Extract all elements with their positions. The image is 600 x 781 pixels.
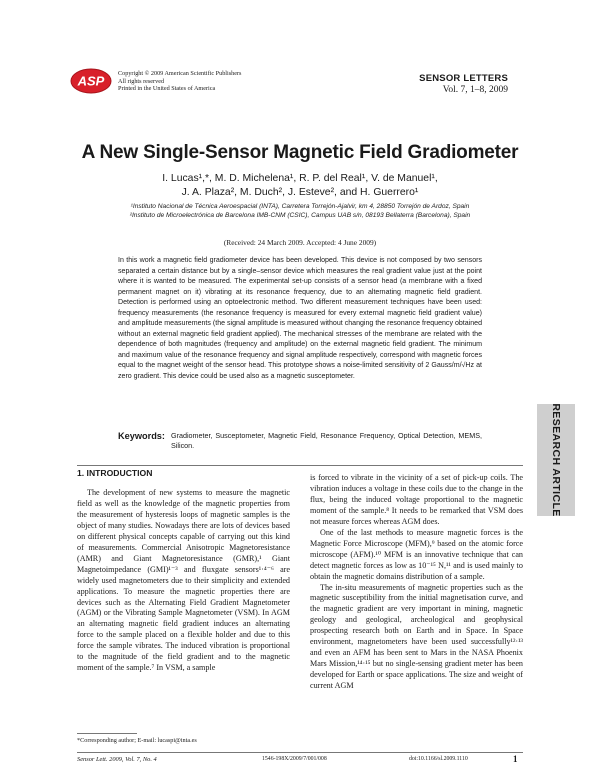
left-column [77, 488, 290, 674]
publisher-logo [70, 68, 112, 94]
issn: 1546-198X/2009/7/001/008 [262, 756, 327, 762]
logo-text: ASP [77, 73, 105, 89]
author-list [150, 172, 450, 199]
paragraph: The development of new systems to measure the magnetic field as well as the knowledge of the magnetic properties from the measurement of hysteresis loops of magnetic samples is the object of many studies. Nowadays there are lots of devices based on different physical concepts capable of carrying out this kind of measurements. Commercial Anisotropic Magnetoresistance (AMR) and Giant Magnetoresistance (GMR),¹ Giant Magnetoimpedance (GMI)¹⁻³ and fluxgate sensors¹·⁴⁻⁶ are widely used magnetometers due to their simplicity and extended applications. To measure the magnetic properties there are devices such as the Alternating Field Gradient Magnetometer (AGM) or the Vibrating Sample Magnetometer (VSM). In AGM an alternating magnetic field gradient induces an alternating force to the sample placed on a flexible holder and due to this force the sample vibrates. The induced vibration is proportional to the magnitude of the field gradient and to the magnetic moment of the sample.⁷ In VSM, a sample [77, 488, 290, 673]
keywords-label: Keywords: [118, 431, 165, 441]
divider [77, 465, 523, 466]
paragraph: One of the last methods to measure magnetic forces is the Magnetic Force Microscope (MFM),⁹ based on the atomic force microscope (AFM).¹⁰ MFM is an innovative technique that can detect magnetic forces as low as 10⁻¹⁵ N,¹¹ and is used mainly to obtain the magnetic domains distribution of a sample. [310, 527, 523, 581]
keywords-text: Gradiometer, Susceptometer, Magnetic Field, Resonance Frequency, Optical Detection, MEMS, Silicon. [170, 431, 482, 451]
journal-issue: Vol. 7, 1–8, 2009 [442, 85, 508, 95]
authors-line: J. A. Plaza², M. Duch², J. Esteve², and H. Guerrero¹ [181, 186, 419, 198]
footnote-divider [77, 733, 137, 734]
article-title: A New Single-Sensor Magnetic Field Gradiometer [81, 142, 519, 163]
journal-reference: Sensor Lett. 2009, Vol. 7, No. 4 [77, 756, 157, 763]
corresponding-author-note: *Corresponding author; E-mail: lucaspi@inta.es [77, 737, 197, 744]
copyright-line: Copyright © 2009 American Scientific Publishers [118, 70, 242, 77]
right-column [310, 473, 523, 692]
doi: doi:10.1166/sl.2009.1110 [409, 756, 468, 762]
section-heading: 1. INTRODUCTION [77, 468, 153, 478]
footer-divider [77, 752, 523, 753]
copyright-line: All rights reserved [118, 77, 165, 85]
authors-line: I. Lucas¹,*, M. D. Michelena¹, R. P. del Real¹, V. de Manuel¹, [162, 173, 438, 184]
page-number: 1 [513, 754, 518, 764]
research-article-tab [537, 404, 575, 516]
journal-name: SENSOR LETTERS [419, 73, 508, 84]
copyright-block [118, 70, 318, 93]
affiliation: ²Instituto de Microelectrónica de Barcelona IMB-CNM (CSIC), Campus UAB s/n, 08193 Bellaterra (Barcelona), Spain [129, 212, 471, 219]
journal-header [419, 73, 508, 95]
paragraph: The in-situ measurements of magnetic properties such as the magnetic susceptibility from the initial magnetisation curve, and the magnetic gradient are very important in mining, magnetic geology and geological, archeological and geophysical prospecting research both on Earth and in Space. In Space environment, magnetometers have been used successfully¹²·¹³ and even an AFM has been sent to Mars in the NASA Phoenix Mars Mission,¹⁴·¹⁵ but no single-sensing gradient meter has been developed for Earth or space applications. The size and weight of current AGM [310, 582, 523, 691]
received-dates: (Received: 24 March 2009. Accepted: 4 June 2009) [223, 238, 377, 247]
affiliation: ¹Instituto Nacional de Técnica Aeroespacial (INTA), Carretera Torrejón-Ajalvir, km 4, 28850 Torrejón de Ardoz, Spain [130, 203, 470, 210]
affiliations [90, 202, 510, 220]
side-tab-label: RESEARCH ARTICLE [550, 403, 562, 517]
keywords [118, 431, 482, 452]
abstract: In this work a magnetic field gradiometer device has been developed. This device is not composed by two sensors separated a certain distance but by a single–sensor device which measures the real gradient value just at the point where it is wanted to be measured. The experimental set-up consists of a sensor head (a membrane with a fixed permanent magnet on it) vibrating at its resonance frequency, due to an alternating magnetic field gradient. Detection is performed using an optoelectronic method. Two different measurement techniques have been used: frequency measurements (the resonance frequency is measured for every external magnetic field gradient value) and amplitude measurements (the signal amplitude is measured without changing the resonance frequency obtained without an external magnetic field gradient applied). The mechanical stresses of the membrane are related with the dependence of both magnitudes (frequency and amplitude) on the external magnetic field gradient. The minimum and maximum value of the resonance frequency and signal amplitude respectively, correspond with magnetic forces equal to the magnet weight of the sensor head. This prototype shows a noise-limited sensitivity of 2 Gauss/m/√Hz at zero gradient. This device could be used also as a magnetic susceptometer. [118, 257, 482, 381]
paragraph: is forced to vibrate in the vicinity of a set of pick-up coils. The vibration induces a voltage in these coils due to the change in the flux, being the induced voltage proportional to the magnetic moment of the sample.⁸ It needs to be remarked that VSM does not measure forces whereas AGM does. [310, 473, 523, 526]
copyright-line: Printed in the United States of America [118, 85, 216, 93]
